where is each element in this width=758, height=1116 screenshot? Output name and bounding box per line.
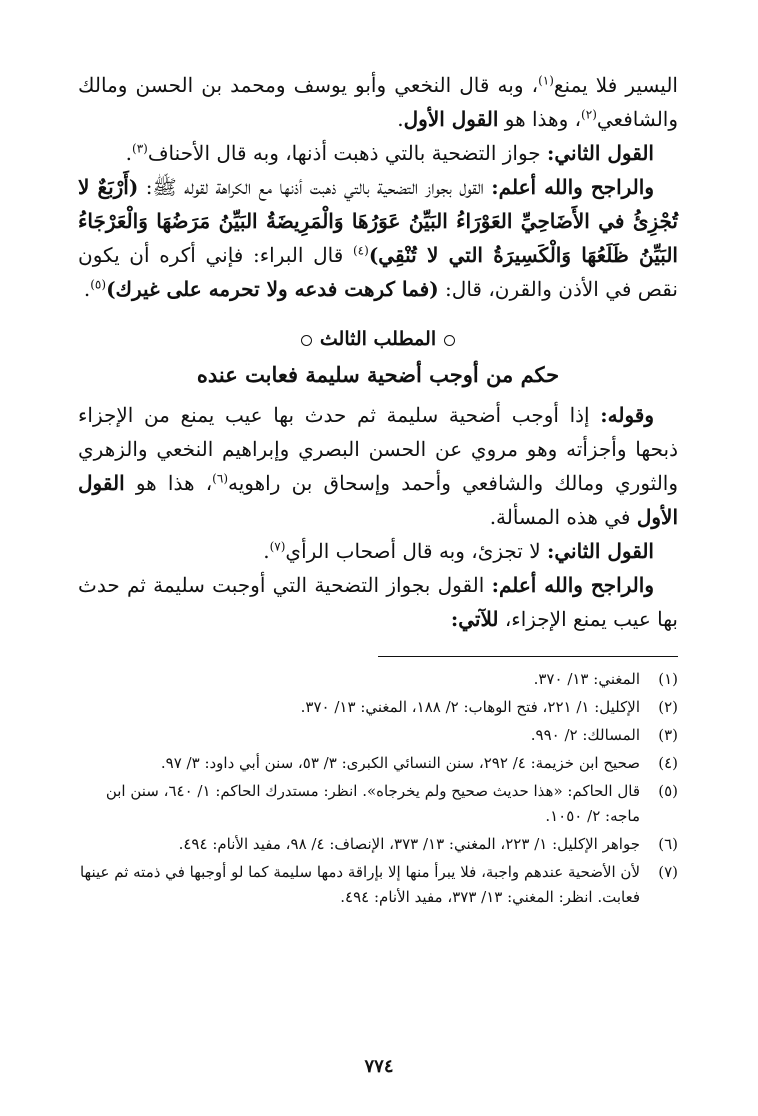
footnote-text: المغني: ١٣/ ٣٧٠. <box>533 670 640 688</box>
paragraph-6 <box>78 568 678 636</box>
circle-icon <box>301 335 312 346</box>
text: القول بجواز التضحية التي أوجبت سليمة ثم حدث بها عيب يمنع الإجزاء، <box>78 573 678 631</box>
footnote-ref-5[interactable]: (٥) <box>90 277 107 292</box>
text: اليسير فلا يمنع <box>553 73 678 97</box>
footnote-item <box>78 779 678 829</box>
footnote-item <box>78 751 678 776</box>
text: لا تجزئ، وبه قال أصحاب الرأي <box>285 539 547 563</box>
text: ، وبه قال النخعي وأبو يوسف ومحمد بن الحسن ومالك والشافعي <box>78 73 678 131</box>
footnote-text: الإكليل: ١/ ٢٢١، فتح الوهاب: ٢/ ١٨٨، المغني: ١٣/ ٣٧٠. <box>300 698 640 716</box>
paragraph-4 <box>78 398 678 534</box>
footnote-item <box>78 723 678 748</box>
footnote-ref-7[interactable]: (٧) <box>269 539 286 554</box>
text: في هذه المسألة. <box>489 505 637 529</box>
text: . <box>263 539 270 563</box>
bold-text: القول الأول <box>403 107 499 131</box>
paragraph-label: والراجح والله أعلم: <box>491 175 654 199</box>
paragraph-3 <box>78 170 678 306</box>
section-title: حكم من أوجب أضحية سليمة فعابت عنده <box>196 362 560 387</box>
footnote-number: (٢) <box>658 698 678 716</box>
text: ، هذا هو <box>124 471 213 495</box>
bold-text: القول الأول <box>78 471 678 529</box>
text: . <box>125 141 132 165</box>
paragraph-2 <box>78 136 678 170</box>
footnote-item <box>78 667 678 692</box>
footnote-number: (٤) <box>658 754 678 772</box>
text: إذا أوجب أضحية سليمة ثم حدث بها عيب يمنع من الإجزاء ذبحها وأجزأته وهو مروي عن الحسن البصري وإبراهيم النخعي والزهري والثوري ومالك والشافعي وأحمد وإسحاق بن راهويه <box>78 403 678 495</box>
footnote-number: (٧) <box>658 863 678 881</box>
text: جواز التضحية بالتي ذهبت أذنها، وبه قال الأحناف <box>147 141 547 165</box>
footnote-divider <box>378 656 678 657</box>
footnote-ref-3[interactable]: (٣) <box>132 141 148 156</box>
footnote-item <box>78 695 678 720</box>
footnote-ref-6[interactable]: (٦) <box>212 471 228 486</box>
footnote-number: (١) <box>658 670 678 688</box>
footnote-text: صحيح ابن خزيمة: ٤/ ٢٩٢، سنن النسائي الكبرى: ٣/ ٥٣، سنن أبي داود: ٣/ ٩٧. <box>160 754 640 772</box>
text: ، وهذا هو <box>498 107 582 131</box>
footnote-ref-1[interactable]: (١) <box>538 73 554 88</box>
footnote-text: قال الحاكم: «هذا حديث صحيح ولم يخرجاه». انظر: مستدرك الحاكم: ١/ ٦٤٠، سنن ابن ماجه: ٢/ ١٠٥٠. <box>105 782 640 825</box>
section-heading <box>78 324 678 354</box>
text: . <box>397 107 404 131</box>
footnote-text: المسالك: ٢/ ٩٩٠. <box>530 726 640 744</box>
paragraph-5 <box>78 534 678 568</box>
hadith-quote: (أَرْبَعٌ لا تُجْزِئُ في الأَضَاحِيِّ العَوْرَاءُ البَيِّنُ عَوَرُهَا وَالْمَرِيضَةُ البَيِّنُ مَرَضُهَا وَالْعَرْجَاءُ البَيِّنُ ظَلَعُهَا وَالْكَسِيرَةُ التي لا تُنْقِي) <box>78 175 678 267</box>
page-number: ٧٧٤ <box>364 1056 394 1077</box>
footnote-number: (٦) <box>658 835 678 853</box>
text: القول بجواز التضحية بالتي ذهبت أذنها مع الكراهة لقوله ﷺ: <box>138 175 492 199</box>
section-heading-text: المطلب الثالث <box>319 328 437 350</box>
bold-text: (فما كرهت فدعه ولا تحرمه على غيرك) <box>106 277 439 301</box>
paragraph-label: والراجح والله أعلم: <box>491 573 654 597</box>
text: قال البراء: فإني أكره أن يكون نقص في الأذن والقرن، قال: <box>78 243 678 301</box>
paragraph-label: القول الثاني: <box>547 141 654 165</box>
paragraph-label: القول الثاني: <box>547 539 654 563</box>
footnote-ref-2[interactable]: (٢) <box>581 107 597 122</box>
main-text <box>78 68 678 636</box>
footnote-item <box>78 860 678 910</box>
footnote-number: (٣) <box>658 726 678 744</box>
footnote-item <box>78 832 678 857</box>
paragraph-1 <box>78 68 678 136</box>
text: . <box>83 277 91 301</box>
footnote-ref-4[interactable]: (٤) <box>352 243 369 258</box>
bold-text: للآتي: <box>450 607 499 631</box>
footnote-text: لأن الأضحية عندهم واجبة، فلا يبرأ منها إلا بإراقة دمها سليمة كما لو أوجبها في ذمته ثم عينها فعابت. انظر: المغني: ١٣/ ٣٧٣، مفيد الأنام: ٤٩٤. <box>79 863 640 906</box>
circle-icon <box>444 335 455 346</box>
footnote-text: جواهر الإكليل: ١/ ٢٢٣، المغني: ١٣/ ٣٧٣، الإنصاف: ٤/ ٩٨، مفيد الأنام: ٤٩٤. <box>178 835 640 853</box>
footnotes-list <box>78 667 678 910</box>
footnote-number: (٥) <box>658 782 678 800</box>
paragraph-label: وقوله: <box>600 403 654 427</box>
